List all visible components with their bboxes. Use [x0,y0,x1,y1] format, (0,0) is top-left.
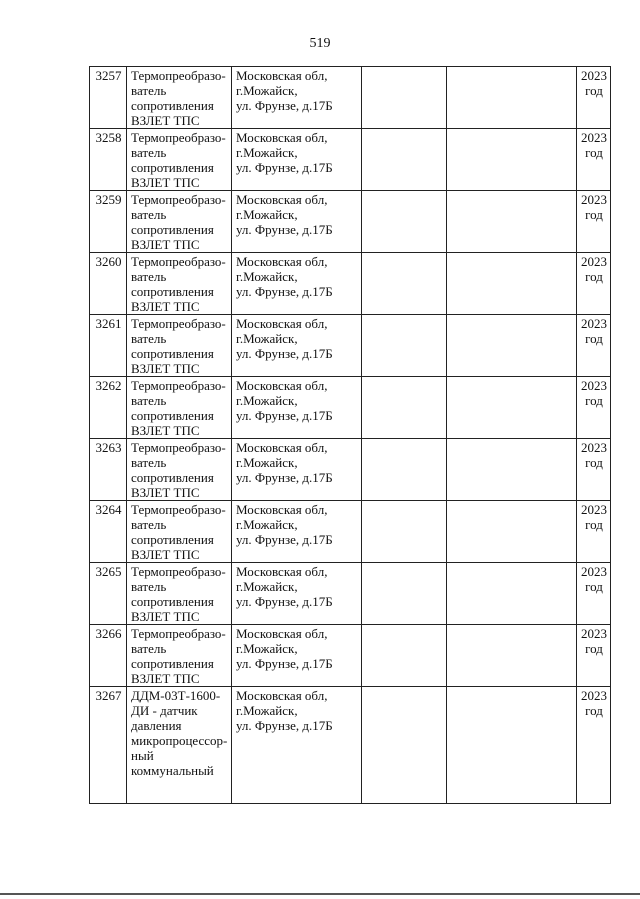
row-number-cell: 3258 [90,129,127,191]
row-number-cell: 3259 [90,191,127,253]
year-unit: год [585,207,603,222]
row-number-cell: 3265 [90,563,127,625]
row-number-cell: 3264 [90,501,127,563]
address-line: г.Можайск, [236,641,298,656]
item-name-line: ватель [131,641,167,656]
year-cell [577,377,611,439]
table-row [90,625,611,687]
year-cell [577,253,611,315]
address-cell [232,253,362,315]
year-unit: год [585,269,603,284]
address-line: ул. Фрунзе, д.17Б [236,656,333,671]
item-name-line: сопротивления [131,594,214,609]
item-name-line: сопротивления [131,470,214,485]
address-line: ул. Фрунзе, д.17Б [236,160,333,175]
table-row [90,129,611,191]
year-cell [577,191,611,253]
item-name-line: ДДМ-03Т-1600- [131,688,221,703]
empty-cell [362,315,447,377]
item-name-line: Термопреобразо- [131,564,226,579]
address-line: Московская обл, [236,626,328,641]
year-unit: год [585,393,603,408]
empty-cell [362,191,447,253]
year-cell [577,129,611,191]
item-name-line: Термопреобразо- [131,68,226,83]
item-name-line: Термопреобразо- [131,316,226,331]
address-line: г.Можайск, [236,83,298,98]
address-line: г.Можайск, [236,455,298,470]
address-line: Московская обл, [236,440,328,455]
address-cell [232,501,362,563]
item-name-line: сопротивления [131,160,214,175]
row-number-cell: 3260 [90,253,127,315]
address-line: г.Можайск, [236,517,298,532]
item-name-line: ВЗЛЕТ ТПС [131,361,200,376]
registry-table [89,66,611,804]
year-unit: год [585,517,603,532]
table-row [90,67,611,129]
empty-cell [447,129,577,191]
year-value: 2023 [581,130,607,145]
item-name-line: ВЗЛЕТ ТПС [131,547,200,562]
year-unit: год [585,703,603,718]
item-name-cell [127,315,232,377]
item-name-line: ВЗЛЕТ ТПС [131,671,200,686]
empty-cell [447,501,577,563]
item-name-line: ный [131,748,154,763]
address-cell [232,687,362,804]
row-number-cell: 3266 [90,625,127,687]
item-name-line: ВЗЛЕТ ТПС [131,485,200,500]
scan-edge-line [0,893,640,895]
row-number-cell: 3263 [90,439,127,501]
item-name-line: Термопреобразо- [131,378,226,393]
item-name-line: ватель [131,207,167,222]
item-name-cell [127,625,232,687]
item-name-line: ватель [131,331,167,346]
item-name-line: сопротивления [131,98,214,113]
year-cell [577,687,611,804]
year-value: 2023 [581,192,607,207]
address-line: г.Можайск, [236,579,298,594]
empty-cell [362,563,447,625]
address-line: Московская обл, [236,378,328,393]
empty-cell [447,67,577,129]
row-number-cell: 3267 [90,687,127,804]
table-row [90,377,611,439]
row-number-cell: 3261 [90,315,127,377]
row-number-cell: 3262 [90,377,127,439]
empty-cell [362,377,447,439]
year-unit: год [585,331,603,346]
item-name-cell [127,687,232,804]
item-name-line: микропроцессор- [131,733,228,748]
item-name-cell [127,67,232,129]
address-cell [232,67,362,129]
address-line: ул. Фрунзе, д.17Б [236,408,333,423]
address-line: ул. Фрунзе, д.17Б [236,718,333,733]
address-line: Московская обл, [236,130,328,145]
registry-table-body [90,67,611,804]
empty-cell [447,439,577,501]
table-row [90,687,611,804]
item-name-line: сопротивления [131,222,214,237]
year-cell [577,439,611,501]
year-value: 2023 [581,68,607,83]
item-name-line: ВЗЛЕТ ТПС [131,423,200,438]
empty-cell [447,563,577,625]
item-name-cell [127,377,232,439]
year-unit: год [585,641,603,656]
address-line: Московская обл, [236,502,328,517]
empty-cell [447,253,577,315]
address-line: Московская обл, [236,564,328,579]
year-value: 2023 [581,254,607,269]
table-row [90,253,611,315]
item-name-line: сопротивления [131,346,214,361]
item-name-cell [127,439,232,501]
address-line: г.Можайск, [236,207,298,222]
item-name-line: сопротивления [131,408,214,423]
year-cell [577,67,611,129]
address-line: ул. Фрунзе, д.17Б [236,98,333,113]
item-name-cell [127,501,232,563]
item-name-line: Термопреобразо- [131,130,226,145]
address-cell [232,315,362,377]
year-unit: год [585,83,603,98]
address-cell [232,563,362,625]
item-name-line: давления [131,718,182,733]
year-value: 2023 [581,502,607,517]
address-line: Московская обл, [236,316,328,331]
item-name-line: сопротивления [131,532,214,547]
address-line: ул. Фрунзе, д.17Б [236,346,333,361]
item-name-line: ватель [131,269,167,284]
table-row [90,563,611,625]
address-line: Московская обл, [236,688,328,703]
address-line: г.Можайск, [236,703,298,718]
year-value: 2023 [581,564,607,579]
item-name-line: ватель [131,83,167,98]
item-name-line: Термопреобразо- [131,502,226,517]
item-name-line: Термопреобразо- [131,440,226,455]
table-row [90,439,611,501]
item-name-line: ватель [131,517,167,532]
empty-cell [447,625,577,687]
item-name-line: ВЗЛЕТ ТПС [131,609,200,624]
item-name-line: ватель [131,145,167,160]
address-line: ул. Фрунзе, д.17Б [236,470,333,485]
item-name-line: ВЗЛЕТ ТПС [131,113,200,128]
year-unit: год [585,145,603,160]
empty-cell [362,625,447,687]
year-cell [577,315,611,377]
address-line: ул. Фрунзе, д.17Б [236,532,333,547]
year-value: 2023 [581,626,607,641]
address-cell [232,439,362,501]
table-row [90,191,611,253]
address-line: ул. Фрунзе, д.17Б [236,594,333,609]
address-line: г.Можайск, [236,269,298,284]
empty-cell [362,687,447,804]
item-name-line: Термопреобразо- [131,626,226,641]
table-row [90,315,611,377]
empty-cell [362,439,447,501]
year-value: 2023 [581,440,607,455]
address-line: г.Можайск, [236,145,298,160]
address-line: Московская обл, [236,192,328,207]
item-name-cell [127,563,232,625]
address-line: г.Можайск, [236,331,298,346]
year-unit: год [585,579,603,594]
item-name-line: сопротивления [131,656,214,671]
address-cell [232,625,362,687]
empty-cell [362,253,447,315]
page-number: 519 [309,36,331,51]
address-line: г.Можайск, [236,393,298,408]
address-cell [232,377,362,439]
empty-cell [447,191,577,253]
empty-cell [447,315,577,377]
empty-cell [447,377,577,439]
item-name-line: ВЗЛЕТ ТПС [131,175,200,190]
item-name-line: сопротивления [131,284,214,299]
address-cell [232,191,362,253]
empty-cell [447,687,577,804]
item-name-line: Термопреобразо- [131,254,226,269]
empty-cell [362,501,447,563]
year-cell [577,501,611,563]
row-number-cell: 3257 [90,67,127,129]
item-name-cell [127,253,232,315]
item-name-line: ВЗЛЕТ ТПС [131,299,200,314]
item-name-line: Термопреобразо- [131,192,226,207]
item-name-line: коммунальный [131,763,214,778]
address-line: Московская обл, [236,254,328,269]
year-cell [577,625,611,687]
year-value: 2023 [581,688,607,703]
item-name-cell [127,191,232,253]
empty-cell [362,67,447,129]
year-value: 2023 [581,378,607,393]
year-cell [577,563,611,625]
item-name-line: ватель [131,579,167,594]
item-name-line: ватель [131,455,167,470]
item-name-line: ДИ - датчик [131,703,198,718]
address-line: Московская обл, [236,68,328,83]
year-unit: год [585,455,603,470]
address-line: ул. Фрунзе, д.17Б [236,222,333,237]
address-cell [232,129,362,191]
item-name-cell [127,129,232,191]
empty-cell [362,129,447,191]
item-name-line: ватель [131,393,167,408]
address-line: ул. Фрунзе, д.17Б [236,284,333,299]
table-row [90,501,611,563]
item-name-line: ВЗЛЕТ ТПС [131,237,200,252]
year-value: 2023 [581,316,607,331]
